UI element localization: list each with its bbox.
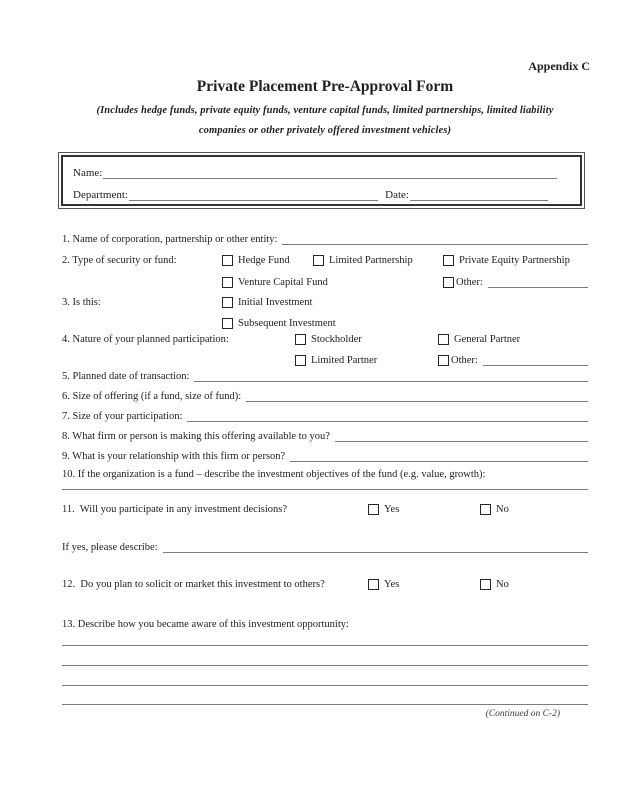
venture-capital-fund-label: Venture Capital Fund [238, 277, 328, 288]
q4-other-answer-line[interactable] [483, 365, 588, 366]
if-yes-label: If yes, please describe: [62, 542, 158, 553]
question-6-row [62, 388, 588, 404]
limited-partnership-label: Limited Partnership [329, 255, 413, 266]
q10-label: 10. If the organization is a fund – describe the investment objectives of the fund (e.g. value, growth): [62, 469, 486, 480]
q13-answer-line-2[interactable] [62, 665, 588, 666]
private-equity-partnership-checkbox[interactable] [443, 255, 454, 266]
q12-yes-option[interactable] [368, 576, 399, 592]
q11-no-label: No [496, 504, 509, 515]
q4-other-option[interactable] [438, 352, 588, 368]
q11-yes-label: Yes [384, 504, 400, 515]
stockholder-checkbox[interactable] [295, 334, 306, 345]
q9-answer-line[interactable] [290, 461, 588, 462]
q3-label: 3. Is this: [62, 297, 101, 308]
q9-label: 9. What is your relationship with this firm or person? [62, 451, 286, 462]
department-input-line[interactable] [129, 200, 378, 201]
page-title: Private Placement Pre-Approval Form [196, 78, 454, 95]
q10-answer-line[interactable] [62, 489, 588, 490]
appendix-label: Appendix C [528, 59, 590, 73]
q12-yes-label: Yes [384, 579, 400, 590]
q12-no-label: No [496, 579, 509, 590]
general-partner-label: General Partner [454, 334, 521, 345]
if-yes-answer-line[interactable] [163, 552, 588, 553]
q2-other-option[interactable] [443, 274, 588, 290]
q5-answer-line[interactable] [194, 381, 588, 382]
private-equity-partnership-option[interactable] [443, 252, 570, 268]
q13-label: 13. Describe how you became aware of this investment opportunity: [62, 619, 349, 630]
question-5-row [62, 368, 588, 384]
question-11-row [62, 501, 588, 517]
question-4-row-1 [62, 331, 588, 347]
q12-no-checkbox[interactable] [480, 579, 491, 590]
venture-capital-fund-checkbox[interactable] [222, 277, 233, 288]
stockholder-label: Stockholder [311, 334, 362, 345]
q13-answer-line-3[interactable] [62, 685, 588, 686]
question-4-row-2 [62, 352, 588, 368]
general-partner-option[interactable] [438, 331, 520, 347]
question-7-row [62, 408, 588, 424]
question-1-row [62, 231, 588, 247]
limited-partnership-option[interactable] [313, 252, 413, 268]
if-yes-row [62, 539, 588, 555]
q13-answer-line-4[interactable] [62, 704, 588, 705]
initial-investment-checkbox[interactable] [222, 297, 233, 308]
q11-no-checkbox[interactable] [480, 504, 491, 515]
q11-yes-checkbox[interactable] [368, 504, 379, 515]
initial-investment-option[interactable] [222, 294, 312, 310]
date-input-line[interactable] [410, 200, 548, 201]
q1-answer-line[interactable] [282, 244, 588, 245]
subsequent-investment-option[interactable] [222, 315, 336, 331]
q12-label: 12. Do you plan to solicit or market this investment to others? [62, 579, 325, 590]
question-3-row-1 [62, 294, 588, 310]
name-input-line[interactable] [103, 178, 557, 179]
department-date-row [73, 185, 570, 205]
initial-investment-label: Initial Investment [238, 297, 313, 308]
name-row [73, 162, 570, 182]
question-3-row-2 [62, 315, 588, 331]
q5-label: 5. Planned date of transaction: [62, 371, 190, 382]
q11-no-option[interactable] [480, 501, 509, 517]
q7-answer-line[interactable] [187, 421, 588, 422]
q7-label: 7. Size of your participation: [62, 411, 183, 422]
continued-note: (Continued on C-2) [485, 709, 560, 719]
hedge-fund-checkbox[interactable] [222, 255, 233, 266]
subtitle-line-2: companies or other privately offered investment vehicles) [198, 125, 452, 136]
q8-answer-line[interactable] [335, 441, 588, 442]
date-label: Date: [385, 189, 409, 201]
stockholder-option[interactable] [295, 331, 362, 347]
question-8-row [62, 428, 588, 444]
name-label: Name: [73, 166, 103, 179]
limited-partner-label: Limited Partner [311, 355, 378, 366]
limited-partnership-checkbox[interactable] [313, 255, 324, 266]
q12-no-option[interactable] [480, 576, 509, 592]
question-2-row-2 [62, 274, 588, 290]
q6-label: 6. Size of offering (if a fund, size of fund): [62, 391, 242, 402]
question-9-row [62, 448, 588, 464]
q2-label: 2. Type of security or fund: [62, 255, 177, 266]
q2-other-label: Other: [456, 277, 483, 288]
hedge-fund-option[interactable] [222, 252, 290, 268]
q1-label: 1. Name of corporation, partnership or other entity: [62, 234, 278, 245]
q4-label: 4. Nature of your planned participation: [62, 334, 229, 345]
q13-answer-line-1[interactable] [62, 645, 588, 646]
q4-other-label: Other: [451, 355, 478, 366]
subsequent-investment-label: Subsequent Investment [238, 318, 336, 329]
limited-partner-checkbox[interactable] [295, 355, 306, 366]
question-2-row-1 [62, 252, 588, 268]
venture-capital-fund-option[interactable] [222, 274, 328, 290]
department-label: Department: [73, 189, 128, 201]
q4-other-checkbox[interactable] [438, 355, 449, 366]
q2-other-checkbox[interactable] [443, 277, 454, 288]
q2-other-answer-line[interactable] [488, 287, 588, 288]
general-partner-checkbox[interactable] [438, 334, 449, 345]
question-10-row [62, 466, 588, 482]
identity-box [58, 152, 585, 209]
q6-answer-line[interactable] [246, 401, 588, 402]
q8-label: 8. What firm or person is making this offering available to you? [62, 431, 330, 442]
q11-yes-option[interactable] [368, 501, 399, 517]
hedge-fund-label: Hedge Fund [238, 255, 290, 266]
limited-partner-option[interactable] [295, 352, 377, 368]
q12-yes-checkbox[interactable] [368, 579, 379, 590]
q11-label: 11. Will you participate in any investment decisions? [62, 504, 287, 515]
subtitle-line-1: (Includes hedge funds, private equity funds, venture capital funds, limited partnerships, limited liability [96, 105, 554, 116]
question-12-row [62, 576, 588, 592]
private-equity-partnership-label: Private Equity Partnership [459, 255, 570, 266]
identity-box-inner [61, 155, 582, 206]
subsequent-investment-checkbox[interactable] [222, 318, 233, 329]
question-13-row [62, 616, 588, 632]
